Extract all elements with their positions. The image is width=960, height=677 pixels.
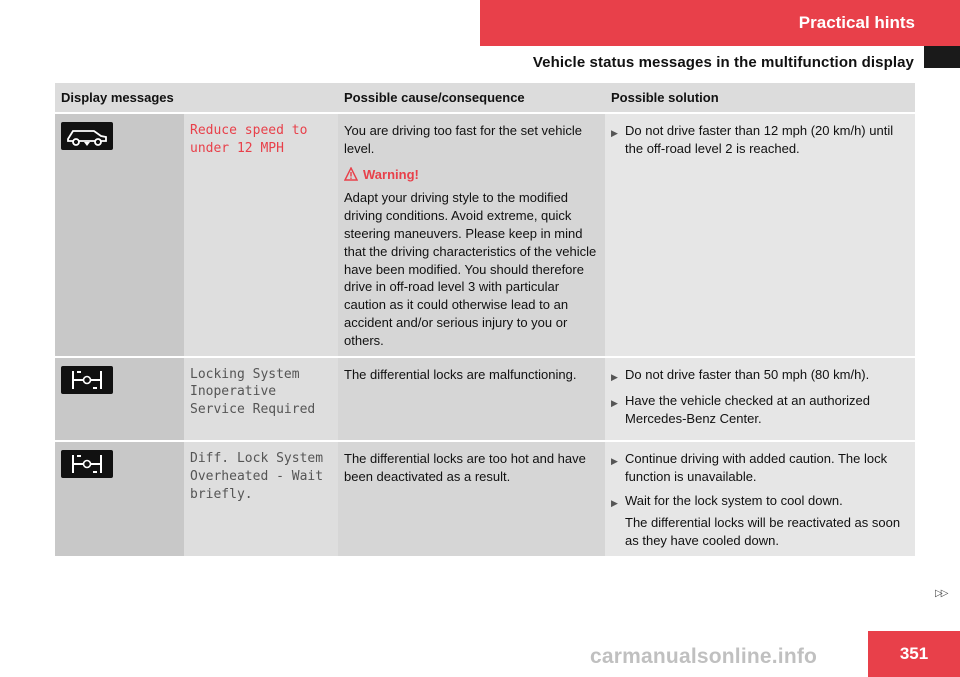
differential-lock-icon [61,450,113,478]
status-messages-table [55,83,915,558]
solution-text: Wait for the lock system to cool down. [625,492,843,508]
page-number: 351 [868,631,960,677]
display-message: Reduce speed to under 12 MPH [184,113,338,357]
table-row [55,113,915,357]
page-subtitle: Vehicle status messages in the multifunction display [532,54,914,71]
solution-text: Have the vehicle checked at an authorized Mercedes-Benz Center. [625,393,871,427]
solution-text: Continue driving with added caution. The lock function is unavailable. [625,450,888,484]
column-header-cause: Possible cause/consequence [338,83,605,113]
cause-text: The differential locks are malfunctioning. [344,366,577,382]
column-header-display-messages: Display messages [55,83,338,113]
table-row [55,357,915,441]
solution-note: The differential locks will be reactivated as soon as they have cooled down. [625,515,901,549]
bullet-arrow-icon: ▶ [611,371,618,382]
next-page-arrow-icon: ▷▷ [935,588,947,599]
warning-text: Adapt your driving style to the modified driving conditions. Avoid extreme, quick steering maneuvers. Please keep in mind that the driving characteristics of the vehicle have been modified. You should therefore drive in off-road level 3 with particular caution as it could otherwise lead to an accident and/or serious injury to you or others. [344,190,597,348]
bullet-arrow-icon: ▶ [611,398,618,409]
icon-cell [55,113,184,357]
bullet-arrow-icon: ▶ [611,497,618,508]
solution-text: Do not drive faster than 50 mph (80 km/h). [625,366,870,382]
icon-cell [55,441,184,557]
differential-lock-icon [61,366,113,394]
bullet-arrow-icon: ▶ [611,128,618,138]
display-message: Diff. Lock System Overheated - Wait briefly. [184,441,338,557]
solution-cell [605,113,915,357]
watermark: carmanualsonline.info [590,645,818,668]
solution-cell [605,441,915,557]
list-item [611,122,913,158]
section-title: Practical hints [798,13,915,32]
cause-cell [338,441,605,557]
table-row [55,441,915,557]
cause-cell [338,113,605,357]
solution-text: Do not drive faster than 12 mph (20 km/h) until the off-road level 2 is reached. [625,123,894,156]
list-item [611,392,913,428]
cause-text: You are driving too fast for the set vehicle level. [344,123,583,156]
list-item [611,450,913,486]
icon-cell [55,357,184,441]
warning-heading [344,166,599,184]
bullet-arrow-icon: ▶ [611,455,618,466]
section-title-banner [480,0,960,46]
corner-marker [924,46,960,68]
display-message: Locking System Inoperative Service Required [184,357,338,441]
warning-label: Warning! [363,166,419,182]
cause-text: The differential locks are too hot and have been deactivated as a result. [344,450,586,484]
offroad-vehicle-icon [61,122,113,150]
list-item [611,366,913,387]
list-item [611,492,913,513]
column-header-solution: Possible solution [605,83,915,113]
solution-cell [605,357,915,441]
warning-triangle-icon [344,167,358,181]
cause-cell [338,357,605,441]
